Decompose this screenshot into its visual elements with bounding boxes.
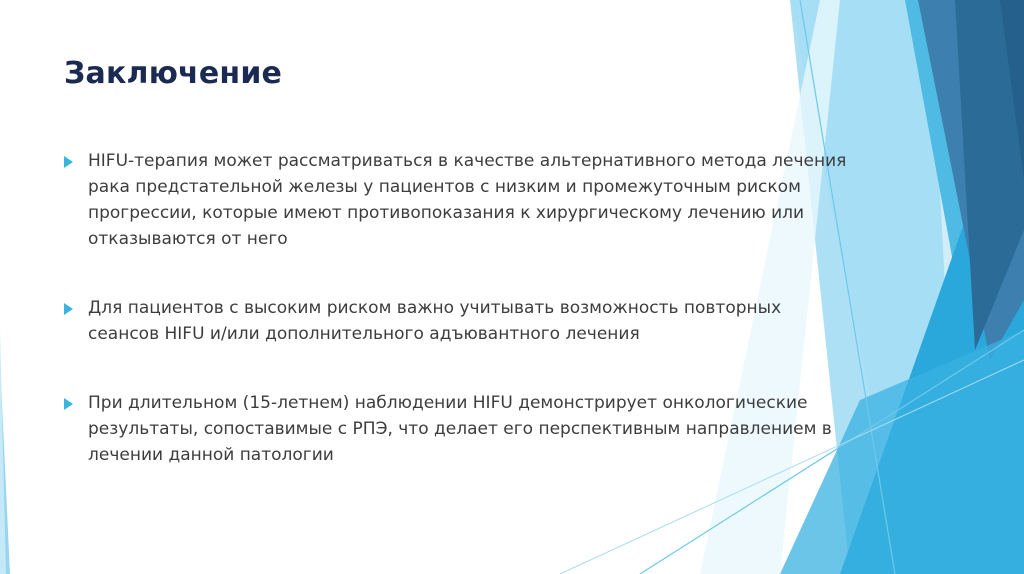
triangle-right-icon xyxy=(64,303,73,315)
bullet-item xyxy=(64,148,854,252)
bullet-text: HIFU-терапия может рассматриваться в качестве альтернативного метода лечения рака предстательной железы у пациентов с низким и промежуточным риском прогрессии, которые имеют противопоказания к хирургическому лечению или отказываются от него xyxy=(88,151,847,249)
bullet-text: Для пациентов с высоким риском важно учитывать возможность повторных сеансов HIFU и/или дополнительного адъювантного лечения xyxy=(88,298,782,344)
triangle-right-icon xyxy=(64,398,73,410)
bullet-item xyxy=(64,295,854,347)
slide-title: Заключение xyxy=(64,56,283,91)
triangle-right-icon xyxy=(64,156,73,168)
bullet-item xyxy=(64,390,854,468)
bullet-text: При длительном (15-летнем) наблюдении HIFU демонстрирует онкологические результаты, сопоставимые с РПЭ, что делает его перспективным направлением в лечении данной патологии xyxy=(88,393,832,465)
bullet-list xyxy=(64,148,854,511)
left-edge-shape-light xyxy=(0,330,6,574)
